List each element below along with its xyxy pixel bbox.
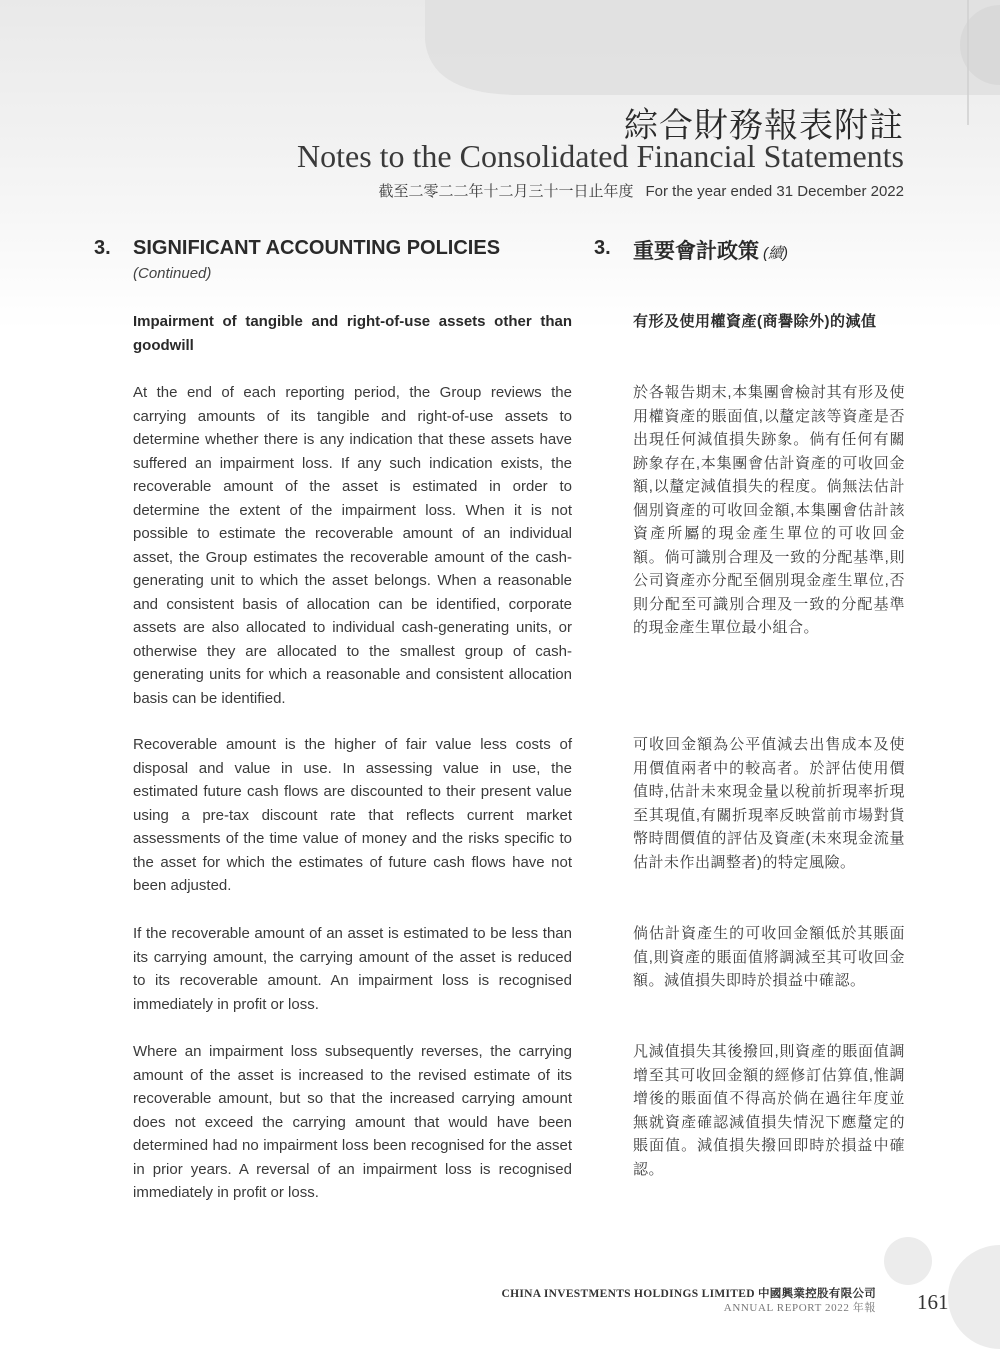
paragraph-en: Recoverable amount is the higher of fair value less costs of disposal and value in use. In assessing value in use, the estimated future cash flows are discounted to their present value using a pre-tax discount rate that reflects current market assessments of the time value of money and the risks specific to the asset for which the estimates of future cash flows have not been adjusted. [133,736,572,894]
subheading-zh: 有形及使用權資產(商譽除外)的減值 [633,313,877,330]
section-title-zh [633,235,788,265]
subtitle-en: For the year ended 31 December 2022 [645,183,904,200]
paragraph-zh: 倘估計資產生的可收回金額低於其賬面值,則資產的賬面值將調減至其可收回金額。減值損失即時於損益中確認。 [633,925,905,989]
footer-report-name: ANNUAL REPORT 2022 年報 [723,1302,876,1314]
subheading-en: Impairment of tangible and right-of-use assets other than goodwill [133,313,572,354]
paragraph-zh: 於各報告期末,本集團會檢討其有形及使用權資產的賬面值,以釐定該等資產是否出現任何減值損失跡象。倘有任何有關跡象存在,本集團會估計資產的可收回金額,以釐定減值損失的程度。倘無法估計個別資產的可收回金額,本集團會估計該資產所屬的現金產生單位的可收回金額。倘可識別合理及一致的分配基準,則公司資產亦分配至個別現金產生單位,否則分配至可識別合理及一致的分配基準的現金產生單位最小組合。 [633,384,905,636]
page-title-zh: 綜合財務報表附註 [624,106,904,146]
section-title-en: SIGNIFICANT ACCOUNTING POLICIES [133,237,501,259]
section-continued-zh: (續) [763,245,788,262]
page-subtitle [378,180,904,201]
paragraph-zh: 可收回金額為公平值減去出售成本及使用價值兩者中的較高者。於評估使用價值時,估計未來現金量以稅前折現率折現至其現值,有關折現率反映當前市場對貨幣時間價值的評估及資產(未來現金流量估計未作出調整者)的特定風險。 [633,736,905,871]
paragraph-en: Where an impairment loss subsequently reverses, the carrying amount of the asset is increased to the revised estimate of its recoverable amount, but so that the increased carrying amount does not exceed the carrying amount that would have been determined had no impairment loss been recognised for the asset in prior years. A reversal of an impairment loss is recognised immediately in profit or loss. [133,1043,572,1201]
section-number-en: 3. [94,237,111,259]
paragraph-en: If the recoverable amount of an asset is estimated to be less than its carrying amount, the carrying amount of the asset is reduced to its recoverable amount. An impairment loss is recognised immediately in profit or loss. [133,925,572,1013]
page-title-en: Notes to the Consolidated Financial Statements [296,138,904,174]
subtitle-zh: 截至二零二二年十二月三十一日止年度 [378,183,634,200]
section-title-zh-text: 重要會計政策 [633,240,759,263]
section-continued-en: (Continued) [133,265,212,282]
section-number-zh: 3. [594,237,611,259]
paragraph-en: At the end of each reporting period, the Group reviews the carrying amounts of its tangible and right-of-use assets to determine whether there is any indication that these assets have suffered an impairment loss. If any such indication exists, the recoverable amount of the asset is estimated in order to determine the extent of the impairment loss. When it is not possible to estimate the recoverable amount of an individual asset, the Group estimates the recoverable amount of the cash-generating unit to which the asset belongs. When a reasonable and consistent basis of allocation can be identified, corporate assets are also allocated to individual cash-generating units, or otherwise they are allocated to the smallest group of cash-generating units for which a reasonable and consistent allocation basis can be identified. [133,384,572,707]
footer-company-name: CHINA INVESTMENTS HOLDINGS LIMITED 中國興業控股有限公司 [501,1288,876,1300]
page-number: 161 [917,1290,949,1314]
paragraph-zh: 凡減值損失其後撥回,則資產的賬面值調增至其可收回金額的經修訂估算值,惟調增後的賬面值不得高於倘在過往年度並無就資產確認減值損失情況下應釐定的賬面值。減值損失撥回即時於損益中確認。 [633,1043,905,1178]
